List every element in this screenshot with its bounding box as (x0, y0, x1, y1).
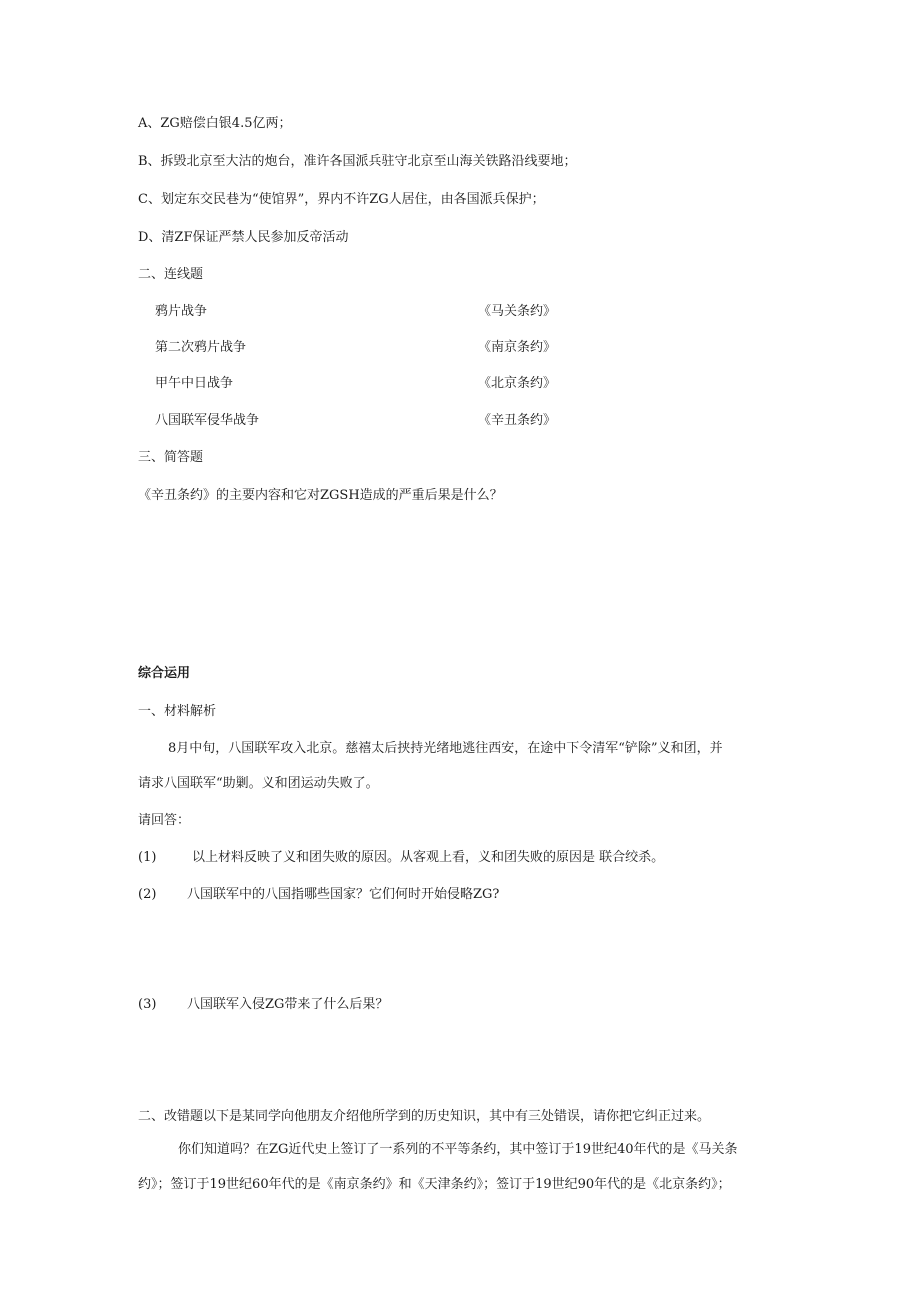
question-number: (1) (138, 850, 157, 865)
correction-paragraph-line: 约》；签订于19世纪60年代的是《南京条约》和《天津条约》；签订于19世纪90年代的是《北京条约》； (138, 1177, 731, 1192)
correction-heading: 二、改错题以下是某同学向他朋友介绍他所学到的历史知识，其中有三处错误，请你把它纠正过来。 (138, 1109, 711, 1124)
matching-left-item: 甲午中日战争 (155, 376, 234, 391)
matching-right-item: 《北京条约》 (478, 376, 557, 391)
matching-left-item: 第二次鸦片战争 (155, 340, 247, 355)
question-text: 八国联军入侵ZG带来了什么后果？ (187, 997, 389, 1012)
matching-heading: 二、连线题 (138, 267, 204, 282)
option-d: D、清ZF保证严禁人民参加反帝活动 (138, 230, 349, 245)
matching-right-item: 《辛丑条约》 (478, 413, 557, 428)
material-heading: 一、材料解析 (138, 704, 217, 719)
question-text: 八国联军中的八国指哪些国家？它们何时开始侵略ZG? (187, 887, 500, 902)
question-number: (3) (138, 997, 157, 1012)
short-answer-question: 《辛丑条约》的主要内容和它对ZGSH造成的严重后果是什么？ (138, 488, 503, 503)
material-paragraph-line: 8月中旬，八国联军攻入北京。慈禧太后挟持光绪地逃往西安，在途中下令清军“铲除”义和团，并 (168, 741, 723, 756)
question-number: (2) (138, 887, 157, 902)
correction-paragraph-line: 你们知道吗？在ZG近代史上签订了一系列的不平等条约，其中签订于19世纪40年代的是《马关条 (178, 1142, 738, 1157)
material-paragraph-line: 请求八国联军“助剿。义和团运动失败了。 (138, 776, 379, 791)
matching-right-item: 《南京条约》 (478, 340, 557, 355)
option-c: C、划定东交民巷为“使馆界”，界内不许ZG人居住，由各国派兵保护； (138, 192, 545, 207)
short-answer-heading: 三、简答题 (138, 450, 204, 465)
matching-left-item: 鸦片战争 (155, 304, 208, 319)
matching-right-item: 《马关条约》 (478, 304, 557, 319)
section-title: 综合运用 (138, 666, 191, 681)
matching-left-item: 八国联军侵华战争 (155, 413, 260, 428)
answer-prompt: 请回答： (138, 813, 191, 828)
option-a: A、ZG赔偿白银4.5亿两； (138, 116, 292, 131)
question-text: 以上材料反映了义和团失败的原因。从客观上看，义和团失败的原因是 联合绞杀。 (192, 850, 665, 865)
option-b: B、拆毁北京至大沽的炮台，准许各国派兵驻守北京至山海关铁路沿线要地； (138, 154, 577, 169)
